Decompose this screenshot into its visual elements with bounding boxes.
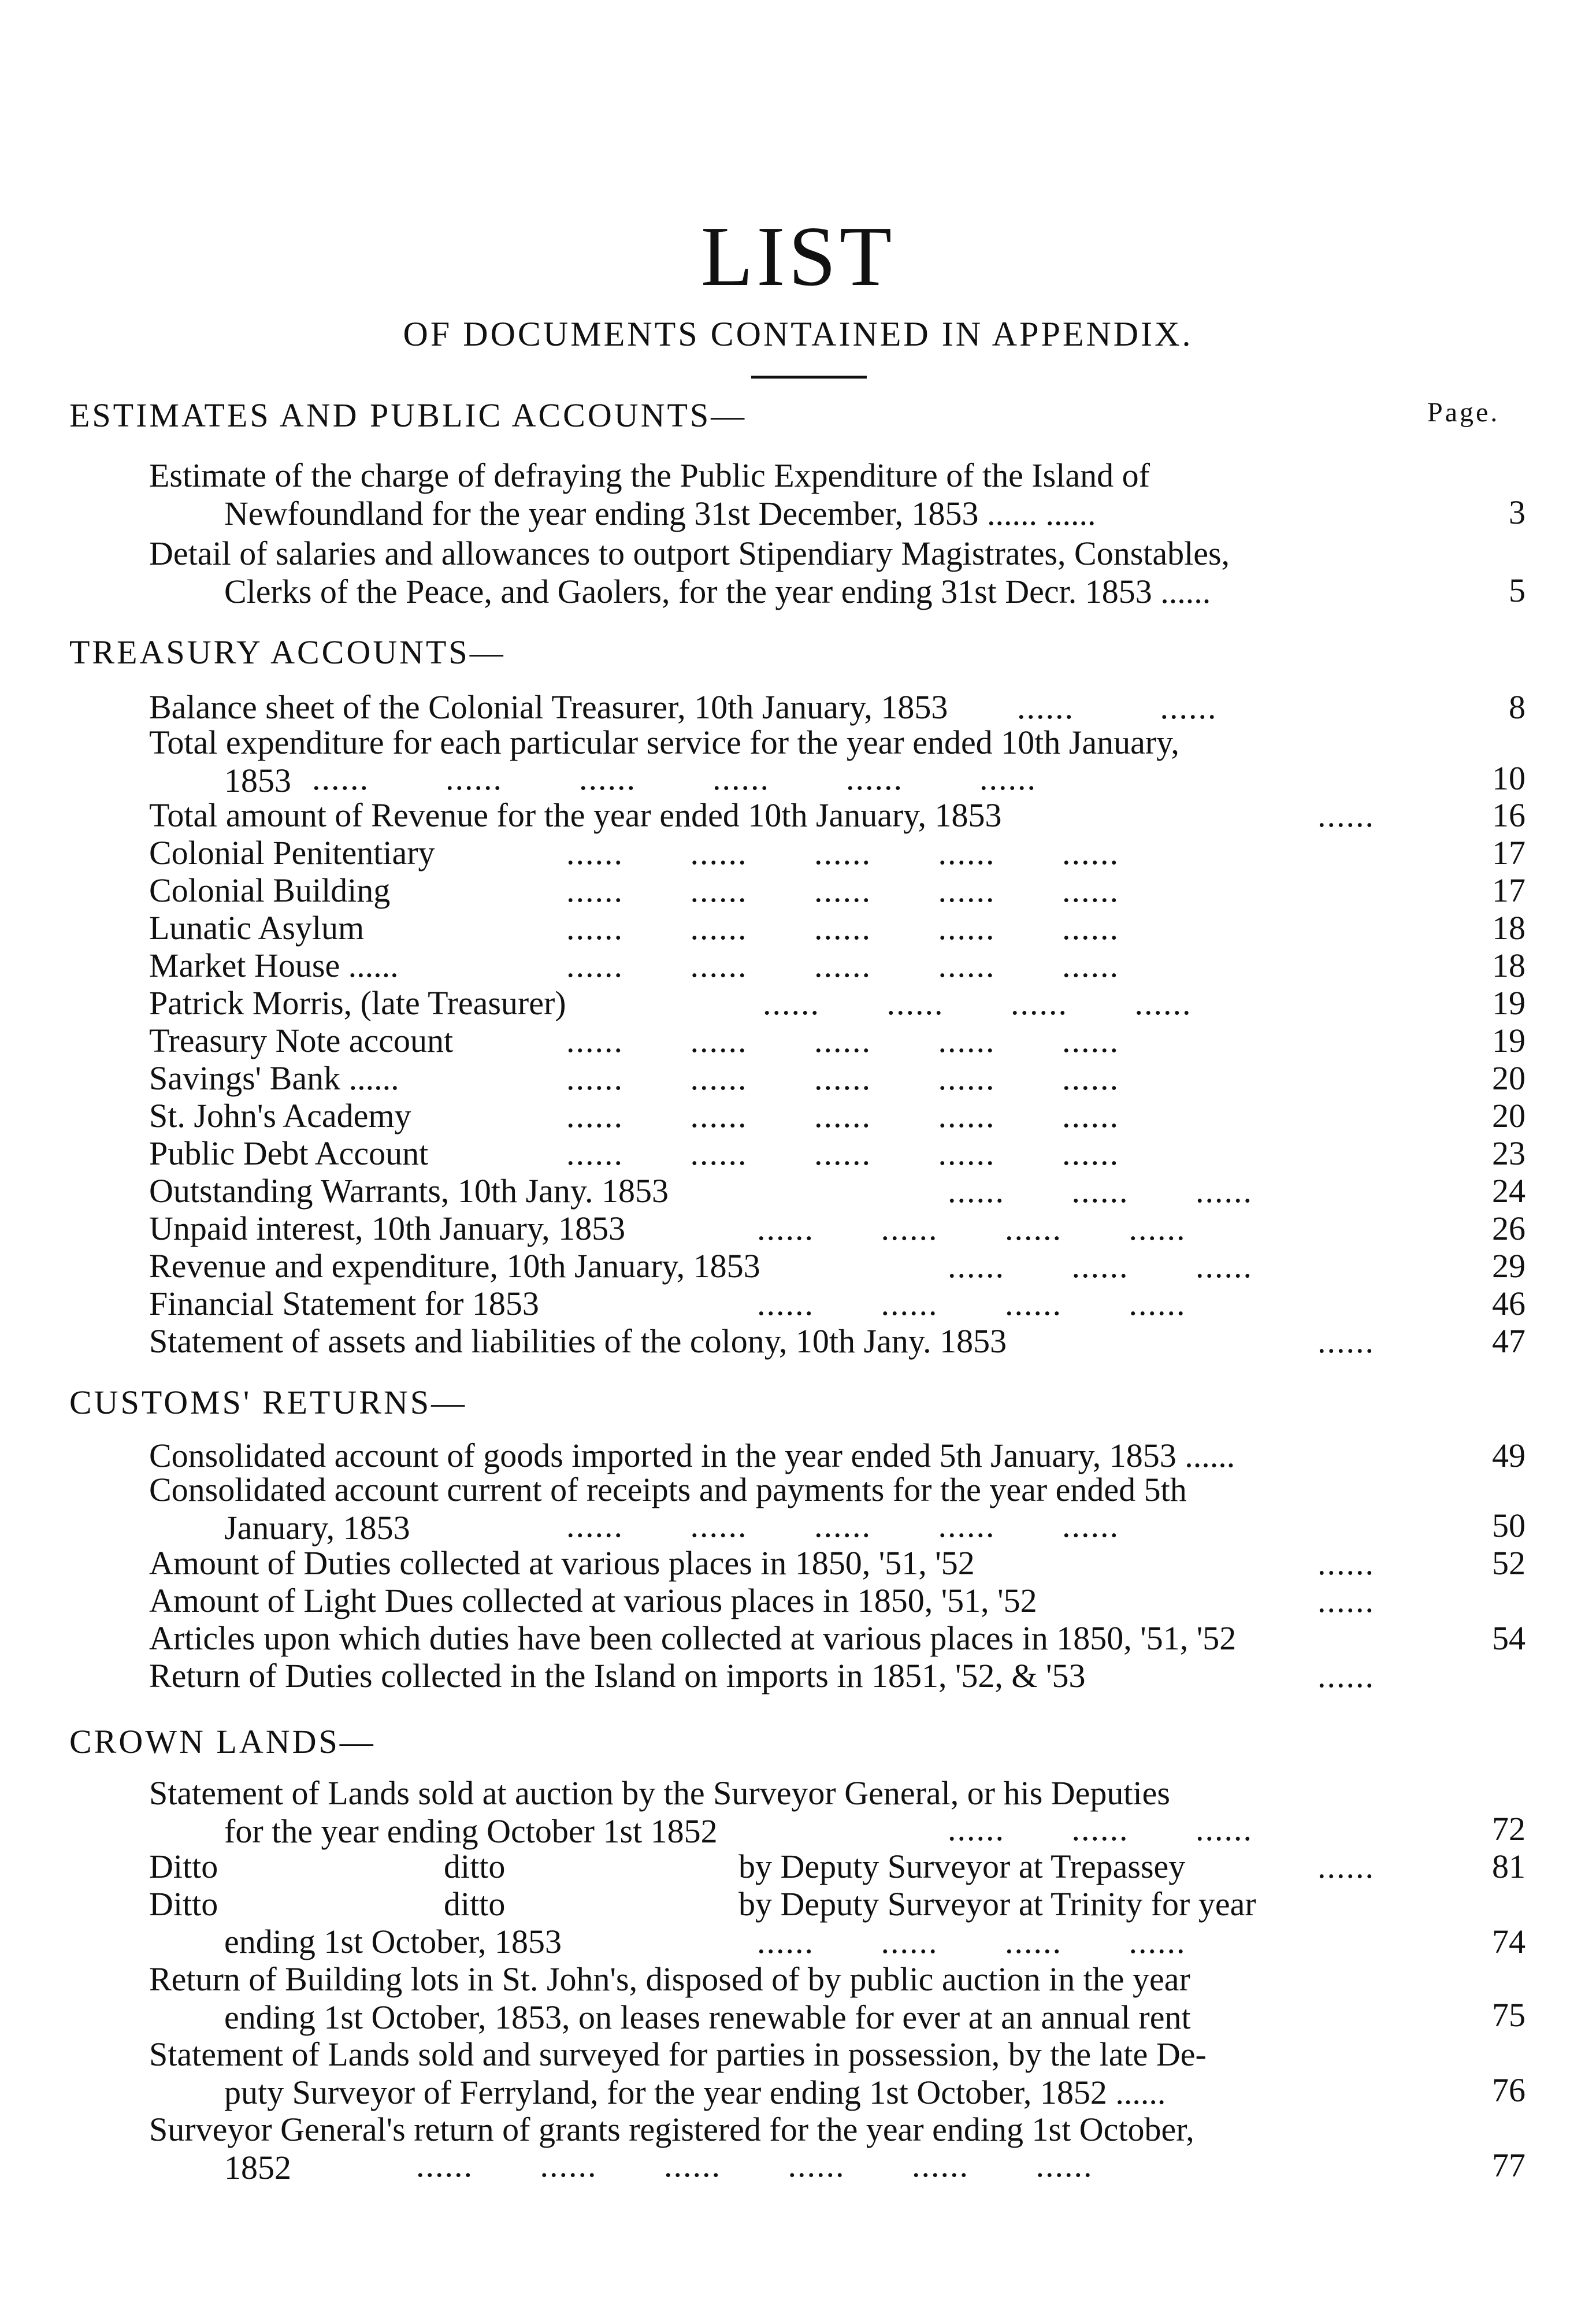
ditto-col2: ditto	[444, 1885, 506, 1923]
dot-leader: ...... ...... ...... ...... ......	[566, 834, 1119, 872]
dot-leader: ...... ...... ...... ...... ......	[566, 909, 1119, 947]
page-number: 81	[1492, 1848, 1526, 1885]
list-item: Patrick Morris, (late Treasurer)	[149, 984, 566, 1022]
page-number: 18	[1492, 947, 1526, 984]
list-item: Savings' Bank ......	[149, 1059, 399, 1097]
dot-leader: ......	[1317, 1582, 1375, 1619]
list-item: Lunatic Asylum	[149, 909, 365, 947]
page-number: 72	[1492, 1810, 1526, 1848]
ditto-col2: ditto	[444, 1848, 506, 1885]
dot-leader: ...... ...... ...... ...... ...... ......	[312, 759, 1037, 797]
dot-leader: ...... ...... ...... ......	[757, 1285, 1186, 1322]
list-item: Colonial Penitentiary	[149, 834, 435, 872]
list-item	[149, 2035, 1391, 2112]
page-number: 18	[1492, 909, 1526, 947]
dot-leader: ...... ...... ......	[948, 1247, 1253, 1285]
document-title: LIST	[700, 209, 896, 304]
dot-leader: ...... ...... ...... ...... ...... ......	[416, 2146, 1093, 2184]
dot-leader: ...... ...... ...... ...... ......	[566, 1097, 1119, 1134]
section-heading-customs: CUSTOMS' RETURNS—	[69, 1384, 467, 1421]
list-item: Treasury Note account	[149, 1022, 454, 1059]
ditto-col3: by Deputy Surveyor at Trepassey	[738, 1848, 1186, 1885]
dot-leader: ...... ...... ...... ...... ......	[566, 1059, 1119, 1097]
ditto-col1: Ditto	[149, 1848, 218, 1885]
list-item: Amount of Light Dues collected at various places in 1850, '51, '52	[149, 1582, 1037, 1619]
dot-leader: ...... ...... ...... ...... ......	[566, 1507, 1119, 1544]
page-number: 20	[1492, 1059, 1526, 1097]
list-item: Market House ......	[149, 947, 399, 984]
list-item	[149, 535, 1391, 611]
page-number: 8	[1509, 688, 1526, 726]
page-number: 46	[1492, 1285, 1526, 1322]
dot-leader: ......	[1317, 796, 1375, 834]
page-column-heading: Page.	[1427, 397, 1500, 428]
section-heading-estimates: ESTIMATES AND PUBLIC ACCOUNTS—	[69, 396, 747, 434]
item-text: Detail of salaries and allowances to outport Stipendiary Magistrates, Constables,	[149, 535, 1230, 572]
list-item: Outstanding Warrants, 10th Jany. 1853	[149, 1172, 669, 1210]
item-text: Statement of Lands sold and surveyed for parties in possession, by the late De-	[149, 2035, 1207, 2073]
page-number: 24	[1492, 1172, 1526, 1210]
item-continuation: ending 1st October, 1853, on leases renewable for ever at an annual rent	[224, 1998, 1191, 2036]
page-number: 77	[1492, 2146, 1526, 2184]
dot-leader: ...... ...... ......	[948, 1810, 1253, 1848]
page-number: 76	[1492, 2071, 1526, 2109]
dot-leader: ...... ...... ...... ...... ......	[566, 1022, 1119, 1059]
list-item: Public Debt Account	[149, 1134, 429, 1172]
section-heading-treasury: TREASURY ACCOUNTS—	[69, 633, 506, 671]
page-number: 19	[1492, 1022, 1526, 1059]
item-continuation: for the year ending October 1st 1852	[224, 1812, 718, 1850]
page-number: 47	[1492, 1322, 1526, 1360]
document-subtitle: OF DOCUMENTS CONTAINED IN APPENDIX.	[403, 315, 1193, 353]
ditto-col3: by Deputy Surveyor at Trinity for year	[738, 1885, 1256, 1923]
page-number: 16	[1492, 796, 1526, 834]
item-text: Total expenditure for each particular service for the year ended 10th January,	[149, 724, 1179, 761]
list-item: Balance sheet of the Colonial Treasurer, 10th January, 1853	[149, 688, 948, 726]
dot-leader: ......	[1317, 1544, 1375, 1582]
list-item	[149, 457, 1391, 533]
page-number: 20	[1492, 1097, 1526, 1134]
page-number: 19	[1492, 984, 1526, 1022]
page-number: 49	[1492, 1437, 1526, 1474]
item-continuation: ending 1st October, 1853	[224, 1923, 562, 1960]
page-number: 52	[1492, 1544, 1526, 1582]
dot-leader: ......	[1317, 1848, 1375, 1885]
item-continuation: 1853	[224, 762, 291, 799]
page-number: 10	[1492, 759, 1526, 797]
list-item	[149, 1960, 1391, 2037]
list-item: Total amount of Revenue for the year ended 10th January, 1853	[149, 796, 1002, 834]
page-number: 23	[1492, 1134, 1526, 1172]
item-continuation: Clerks of the Peace, and Gaolers, for the year ending 31st Decr. 1853 ......	[224, 573, 1211, 610]
list-item: St. John's Academy	[149, 1097, 411, 1134]
item-continuation: Newfoundland for the year ending 31st December, 1853 ...... ......	[224, 495, 1096, 532]
dot-leader: ...... ...... ...... ......	[757, 1923, 1186, 1960]
dot-leader: ...... ...... ...... ......	[757, 1210, 1186, 1247]
item-continuation: puty Surveyor of Ferryland, for the year ending 1st October, 1852 ......	[224, 2074, 1166, 2111]
list-item: Amount of Duties collected at various places in 1850, '51, '52	[149, 1544, 975, 1582]
list-item: Articles upon which duties have been collected at various places in 1850, '51, '52	[149, 1619, 1237, 1657]
dot-leader: ...... ...... ...... ......	[763, 984, 1192, 1022]
list-item: Revenue and expenditure, 10th January, 1853	[149, 1247, 760, 1285]
item-text: Estimate of the charge of defraying the Public Expenditure of the Island of	[149, 457, 1150, 494]
title-rule	[751, 376, 867, 379]
page-number: 17	[1492, 872, 1526, 909]
list-item: Return of Duties collected in the Island on imports in 1851, '52, & '53	[149, 1657, 1086, 1695]
page-number: 54	[1492, 1619, 1526, 1657]
item-text: Surveyor General's return of grants registered for the year ending 1st October,	[149, 2111, 1194, 2148]
list-item: Consolidated account of goods imported in the year ended 5th January, 1853 ......	[149, 1437, 1235, 1474]
page-number: 74	[1492, 1923, 1526, 1960]
dot-leader: ......	[1317, 1322, 1375, 1360]
ditto-col1: Ditto	[149, 1885, 218, 1923]
section-heading-crown-lands: CROWN LANDS—	[69, 1723, 376, 1760]
page-number: 29	[1492, 1247, 1526, 1285]
dot-leader: ...... ...... ...... ...... ......	[566, 947, 1119, 984]
dot-leader: ...... ...... ...... ...... ......	[566, 1134, 1119, 1172]
page-number: 26	[1492, 1210, 1526, 1247]
page-number: 75	[1492, 1996, 1526, 2034]
list-item: Unpaid interest, 10th January, 1853	[149, 1210, 626, 1247]
list-item: Financial Statement for 1853	[149, 1285, 539, 1322]
item-text: Consolidated account current of receipts and payments for the year ended 5th	[149, 1471, 1187, 1508]
dot-leader: ...... ...... ......	[948, 1172, 1253, 1210]
list-item: Colonial Building	[149, 872, 391, 909]
page-number: 3	[1509, 494, 1526, 531]
item-text: Statement of Lands sold at auction by the Surveyor General, or his Deputies	[149, 1774, 1170, 1812]
dot-leader: ......	[1317, 1657, 1375, 1695]
item-continuation: January, 1853	[224, 1509, 410, 1547]
page-number: 17	[1492, 834, 1526, 872]
page-number: 5	[1509, 572, 1526, 609]
dot-leader: ...... ...... ...... ...... ......	[566, 872, 1119, 909]
page-number: 50	[1492, 1507, 1526, 1544]
dot-leader: ...... ......	[1017, 688, 1218, 726]
item-continuation: 1852	[224, 2149, 291, 2186]
item-text: Return of Building lots in St. John's, disposed of by public auction in the year	[149, 1960, 1190, 1998]
list-item: Statement of assets and liabilities of the colony, 10th Jany. 1853	[149, 1322, 1007, 1360]
